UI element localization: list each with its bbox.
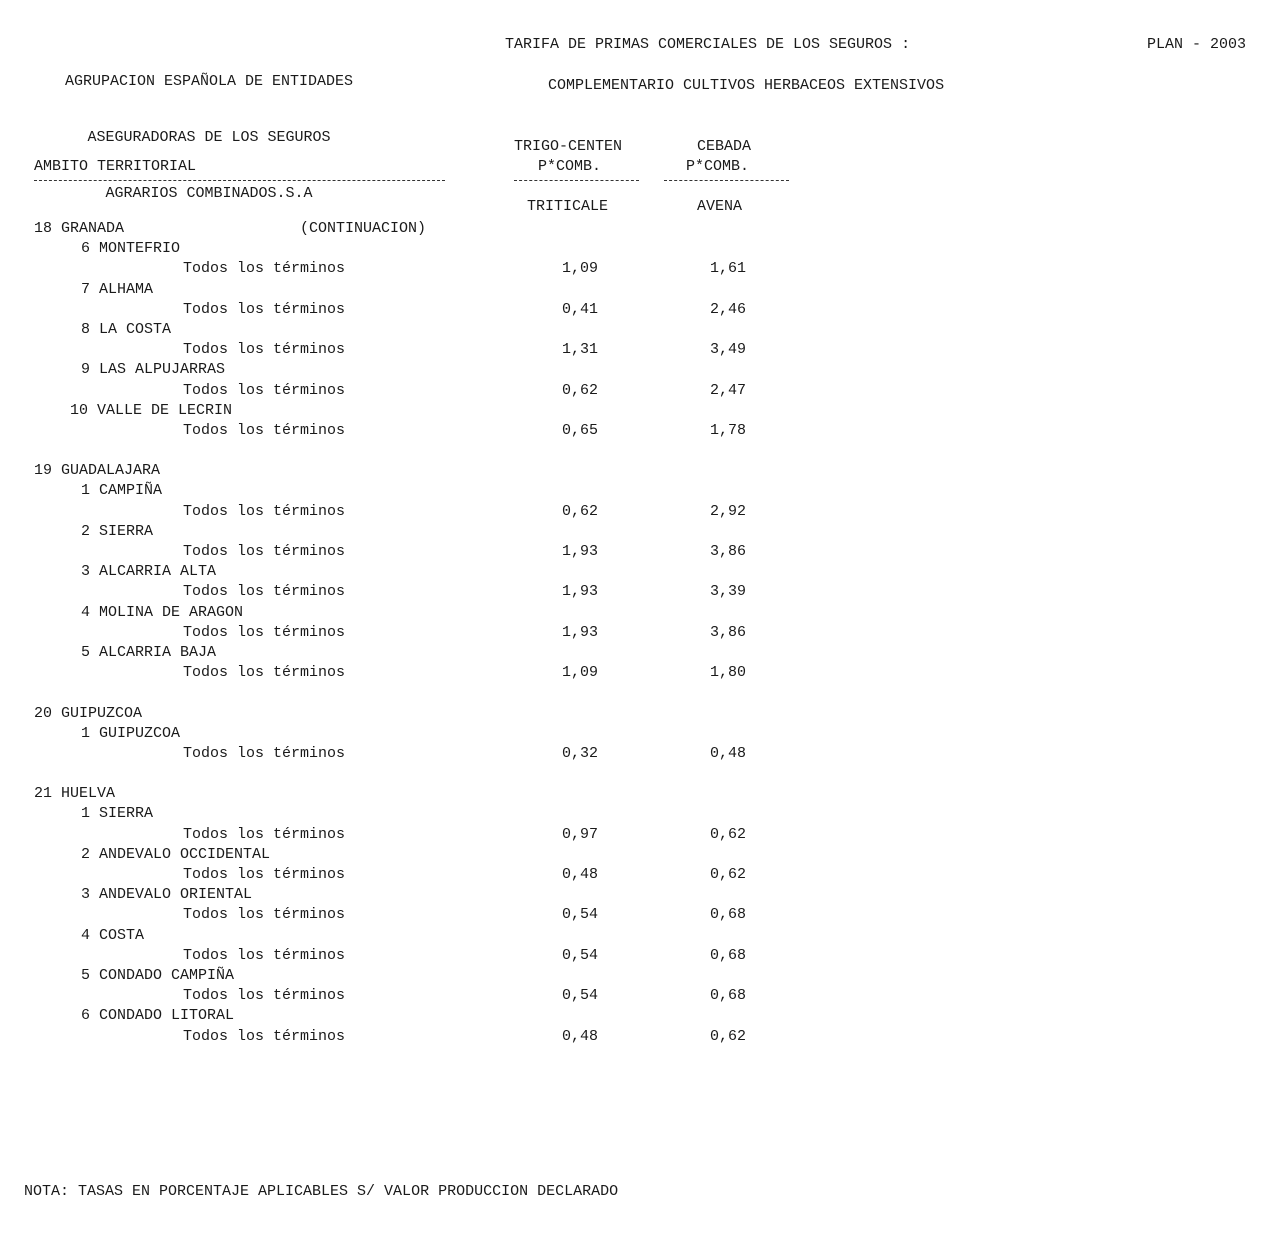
rate-trigo: 0,41	[562, 300, 599, 318]
rate-cebada: 1,78	[710, 421, 747, 439]
rate-cebada: 0,68	[710, 946, 747, 964]
rate-trigo: 0,65	[562, 421, 599, 439]
comarca-name: 6 CONDADO LITORAL	[81, 1007, 235, 1025]
document-subtitle: COMPLEMENTARIO CULTIVOS HERBACEOS EXTENSIVOS	[548, 77, 945, 94]
comarca-row	[0, 360, 1286, 380]
comarca-name: 9 LAS ALPUJARRAS	[81, 361, 226, 379]
rate-trigo: 1,93	[562, 583, 599, 601]
comarca-name: 4 MOLINA DE ARAGON	[81, 603, 244, 621]
terms-label: Todos los términos	[183, 381, 346, 399]
rate-cebada: 3,86	[710, 623, 747, 641]
comarca-row	[0, 885, 1286, 905]
divider-col1	[514, 180, 639, 181]
terms-label: Todos los términos	[183, 744, 346, 762]
comarca-row	[0, 603, 1286, 623]
rate-cebada: 2,46	[710, 300, 747, 318]
rate-cebada: 0,62	[710, 866, 747, 883]
rate-trigo: 1,31	[562, 341, 599, 359]
divider-ambito	[34, 180, 445, 181]
rate-cebada: 1,61	[710, 260, 747, 278]
rate-trigo: 0,54	[562, 987, 599, 1005]
rate-cebada: 1,80	[710, 664, 747, 682]
section-gap	[0, 683, 1286, 703]
rate-cebada: 0,48	[710, 744, 747, 762]
comarca-name: 1 CAMPIÑA	[81, 482, 163, 500]
rate-trigo: 1,09	[562, 260, 599, 278]
terms-label: Todos los términos	[183, 341, 346, 359]
table-row	[0, 905, 1286, 925]
rate-trigo: 1,93	[562, 623, 599, 641]
comarca-row	[0, 804, 1286, 824]
comarca-name: 1 GUIPUZCOA	[81, 724, 181, 742]
column-header-line: TRITICALE	[527, 198, 609, 215]
rate-trigo: 1,09	[562, 664, 599, 682]
table-row	[0, 663, 1286, 683]
rate-trigo: 0,62	[562, 502, 599, 520]
comarca-name: 10 VALLE DE LECRIN	[70, 401, 233, 419]
rate-cebada: 0,62	[710, 1027, 747, 1045]
terms-label: Todos los términos	[183, 583, 346, 601]
rate-cebada: 3,39	[710, 583, 747, 601]
terms-label: Todos los términos	[183, 1027, 346, 1045]
table-row	[0, 542, 1286, 562]
pcomb-header-2: P*COMB.	[686, 158, 750, 175]
comarca-row	[0, 643, 1286, 663]
table-row	[0, 300, 1286, 320]
rate-cebada: 3,49	[710, 341, 747, 359]
comarca-name: 1 SIERRA	[81, 805, 154, 823]
rate-trigo: 1,93	[562, 543, 599, 560]
terms-label: Todos los términos	[183, 623, 346, 641]
province-title: 21 HUELVA	[34, 785, 116, 803]
divider-col2	[664, 180, 789, 181]
column-header-line: TRIGO-CENTEN	[514, 138, 623, 155]
org-line: AGRUPACION ESPAÑOLA DE ENTIDADES	[64, 73, 354, 90]
org-line: ASEGURADORAS DE LOS SEGUROS	[87, 129, 331, 146]
comarca-name: 7 ALHAMA	[81, 280, 154, 298]
comarca-row	[0, 845, 1286, 865]
comarca-name: 6 MONTEFRIO	[81, 240, 181, 258]
organization-name	[24, 36, 394, 222]
rate-cebada: 3,86	[710, 543, 747, 560]
comarca-name: 2 SIERRA	[81, 522, 154, 540]
org-line: AGRARIOS COMBINADOS.S.A	[105, 185, 313, 202]
terms-label: Todos los términos	[183, 502, 346, 520]
comarca-name: 3 ALCARRIA ALTA	[81, 563, 217, 581]
terms-label: Todos los términos	[183, 421, 346, 439]
comarca-name: 8 LA COSTA	[81, 320, 172, 338]
rate-trigo: 0,48	[562, 866, 599, 883]
comarca-row	[0, 562, 1286, 582]
plan-label: PLAN - 2003	[1147, 36, 1247, 53]
section-gap	[0, 441, 1286, 461]
comarca-row	[0, 926, 1286, 946]
rate-trigo: 0,62	[562, 381, 599, 399]
table-row	[0, 502, 1286, 522]
table-row	[0, 946, 1286, 966]
comarca-name: 5 CONDADO CAMPIÑA	[81, 966, 235, 984]
comarca-row	[0, 401, 1286, 421]
terms-label: Todos los términos	[183, 906, 346, 924]
province-row	[0, 461, 1286, 481]
terms-label: Todos los términos	[183, 987, 346, 1005]
province-title: 20 GUIPUZCOA	[34, 704, 143, 722]
column-header-line: CEBADA	[697, 138, 752, 155]
terms-label: Todos los términos	[183, 543, 346, 560]
table-row	[0, 259, 1286, 279]
column-header-line: AVENA	[697, 198, 743, 215]
province-title: 19 GUADALAJARA	[34, 462, 161, 480]
table-row	[0, 865, 1286, 885]
province-title: 18 GRANADA	[34, 220, 125, 237]
comarca-name: 3 ANDEVALO ORIENTAL	[81, 886, 253, 904]
rate-trigo: 0,54	[562, 946, 599, 964]
comarca-row	[0, 481, 1286, 501]
table-row	[0, 986, 1286, 1006]
comarca-name: 5 ALCARRIA BAJA	[81, 643, 217, 661]
table-row	[0, 340, 1286, 360]
province-row	[0, 219, 1286, 239]
pcomb-header-1: P*COMB.	[538, 158, 602, 175]
rate-trigo: 0,32	[562, 744, 599, 762]
terms-label: Todos los términos	[183, 946, 346, 964]
table-row	[0, 744, 1286, 764]
comarca-row	[0, 280, 1286, 300]
comarca-name: 2 ANDEVALO OCCIDENTAL	[81, 845, 271, 863]
province-row	[0, 704, 1286, 724]
comarca-row	[0, 1006, 1286, 1026]
province-row	[0, 784, 1286, 804]
comarca-row	[0, 522, 1286, 542]
tariff-table	[0, 219, 1286, 1047]
rate-cebada: 2,92	[710, 502, 747, 520]
table-row	[0, 582, 1286, 602]
terms-label: Todos los términos	[183, 866, 346, 883]
rate-cebada: 2,47	[710, 381, 747, 399]
terms-label: Todos los términos	[183, 664, 346, 682]
comarca-row	[0, 966, 1286, 986]
tariff-title: TARIFA DE PRIMAS COMERCIALES DE LOS SEGUROS :	[505, 36, 911, 53]
rate-trigo: 0,54	[562, 906, 599, 924]
table-row	[0, 1027, 1286, 1047]
rate-cebada: 0,68	[710, 987, 747, 1005]
rate-trigo: 0,48	[562, 1027, 599, 1045]
table-row	[0, 421, 1286, 441]
rate-cebada: 0,68	[710, 906, 747, 924]
table-row	[0, 825, 1286, 845]
comarca-row	[0, 320, 1286, 340]
section-gap	[0, 764, 1286, 784]
rate-cebada: 0,62	[710, 825, 747, 843]
table-row	[0, 623, 1286, 643]
ambito-header: AMBITO TERRITORIAL	[34, 158, 197, 175]
comarca-row	[0, 724, 1286, 744]
rate-trigo: 0,97	[562, 825, 599, 843]
continuation-note: (CONTINUACION)	[300, 220, 427, 237]
comarca-row	[0, 239, 1286, 259]
terms-label: Todos los términos	[183, 825, 346, 843]
table-row	[0, 381, 1286, 401]
footer-note: NOTA: TASAS EN PORCENTAJE APLICABLES S/ VALOR PRODUCCION DECLARADO	[24, 1183, 619, 1200]
terms-label: Todos los términos	[183, 260, 346, 278]
terms-label: Todos los términos	[183, 300, 346, 318]
comarca-name: 4 COSTA	[81, 926, 145, 944]
